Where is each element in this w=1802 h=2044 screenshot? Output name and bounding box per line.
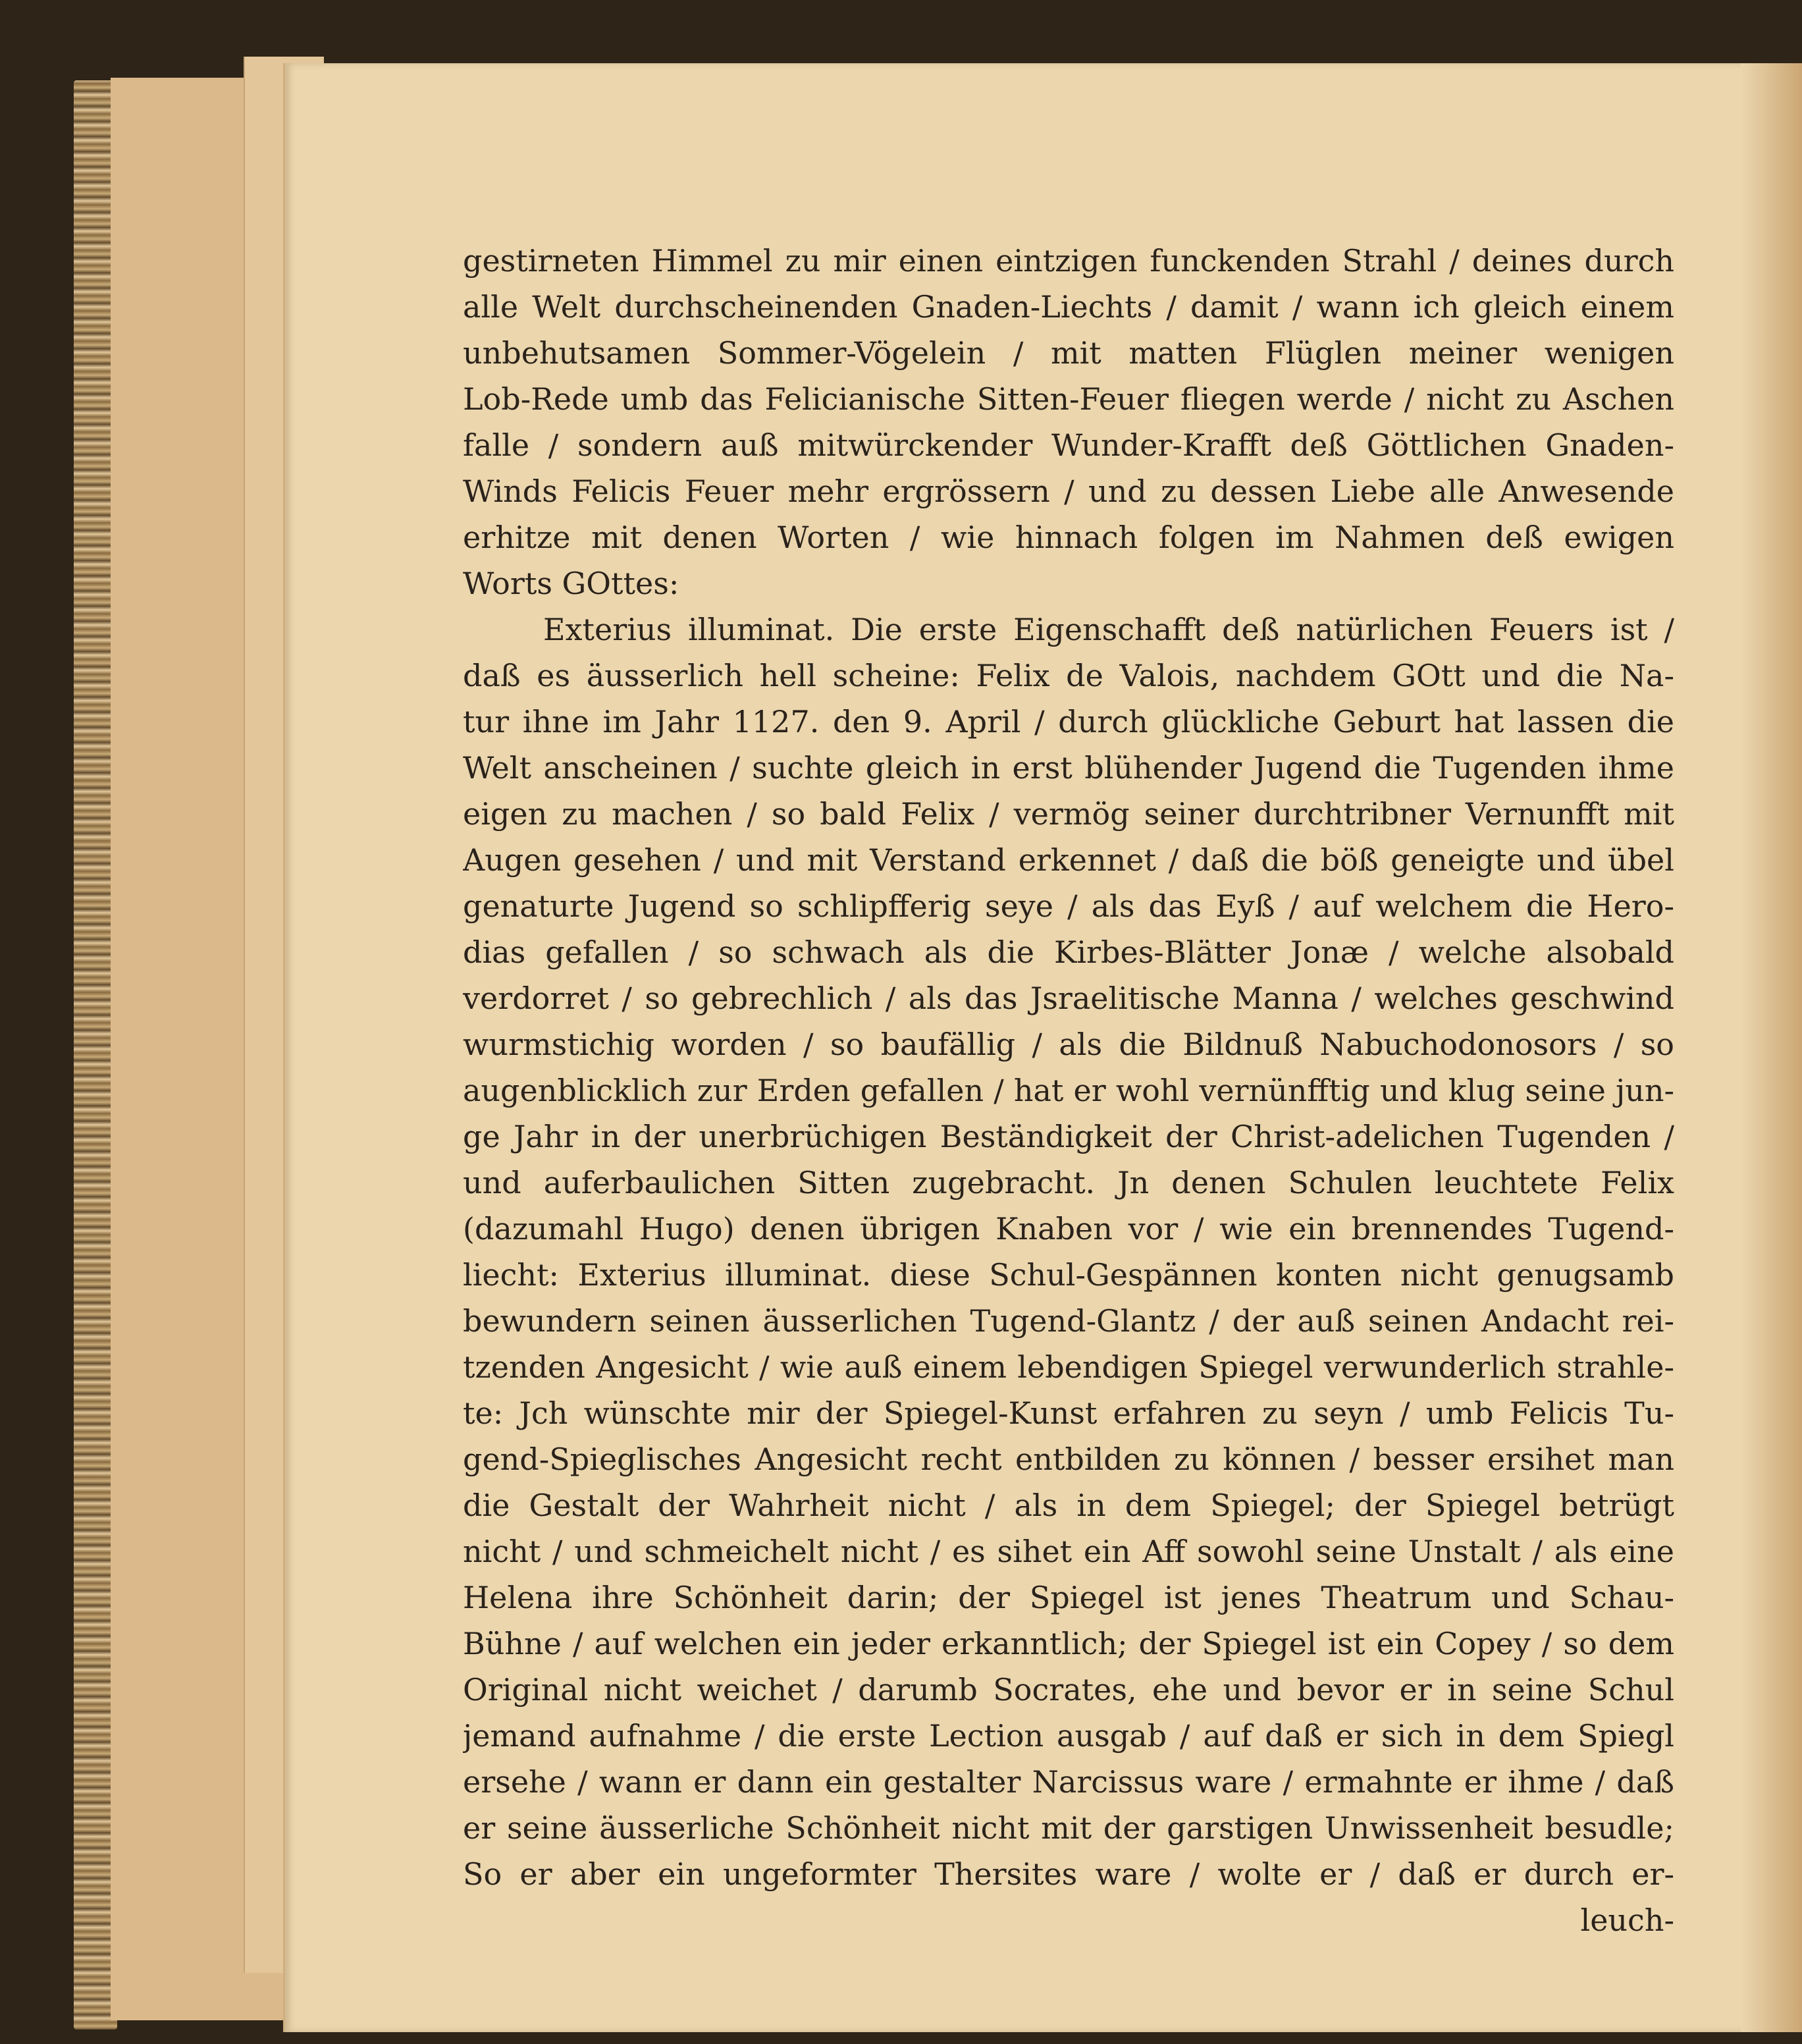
text-line: alle Welt durchscheinenden Gnaden-Liechts / damit / wann ich gleich einem [463, 289, 1674, 325]
text-line: die Gestalt der Wahrheit nicht / als in dem Spiegel; der Spiegel betrügt [463, 1488, 1674, 1523]
text-line: (dazumahl Hugo) denen übrigen Knaben vor / wie ein brennendes Tugend- [463, 1211, 1674, 1247]
text-line: Lob-Rede umb das Felicianische Sitten-Feuer fliegen werde / nicht zu Aschen [463, 381, 1674, 417]
text-line: Original nicht weichet / darumb Socrates, ehe und bevor er in seine Schul [463, 1672, 1674, 1708]
text-line: Welt anscheinen / suchte gleich in erst blühender Jugend die Tugenden ihme [463, 750, 1674, 786]
text-line: Bühne / auf welchen ein jeder erkanntlich; der Spiegel ist ein Copey / so dem [463, 1626, 1674, 1661]
page-text-block [463, 238, 1674, 1943]
text-line: Worts GOttes: [463, 566, 679, 601]
text-line: tur ihne im Jahr 1127. den 9. April / durch glückliche Geburt hat lassen die [463, 704, 1674, 740]
text-line: Helena ihre Schönheit darin; der Spiegel ist jenes Theatrum und Schau- [463, 1580, 1674, 1615]
text-line: falle / sondern auß mitwürckender Wunder-Krafft deß Göttlichen Gnaden- [463, 427, 1674, 463]
text-line: nicht / und schmeichelt nicht / es sihet ein Aff sowohl seine Unstalt / als eine [463, 1534, 1674, 1569]
page-gutter-shadow [1741, 63, 1802, 2032]
text-line: tzenden Angesicht / wie auß einem lebendigen Spiegel verwunderlich strahle- [463, 1349, 1674, 1385]
text-line: verdorret / so gebrechlich / als das Jsraelitische Manna / welches geschwind [463, 981, 1674, 1016]
text-line: jemand aufnahme / die erste Lection ausgab / auf daß er sich in dem Spiegl [463, 1718, 1674, 1754]
text-line: te: Jch wünschte mir der Spiegel-Kunst erfahren zu seyn / umb Felicis Tu- [463, 1395, 1674, 1431]
text-line: liecht: Exterius illuminat. diese Schul-Gespännen konten nicht genugsamb [463, 1257, 1674, 1293]
text-line: und auferbaulichen Sitten zugebracht. Jn denen Schulen leuchtete Felix [463, 1165, 1674, 1200]
text-line: wurmstichig worden / so baufällig / als die Bildnuß Nabuchodonosors / so [463, 1027, 1674, 1062]
text-line: ge Jahr in der unerbrüchigen Beständigkeit der Christ-adelichen Tugenden / [463, 1119, 1674, 1154]
text-line: daß es äusserlich hell scheine: Felix de Valois, nachdem GOtt und die Na- [463, 658, 1674, 693]
catchword: leuch- [1580, 1902, 1674, 1938]
paragraph-start-line: Exterius illuminat. Die erste Eigenschafft deß natürlichen Feuers ist / [543, 612, 1674, 647]
text-line: er seine äusserliche Schönheit nicht mit der garstigen Unwissenheit besudle; [463, 1810, 1674, 1846]
text-line: eigen zu machen / so bald Felix / vermög seiner durchtribner Vernunfft mit [463, 796, 1674, 832]
text-line: dias gefallen / so schwach als die Kirbes-Blätter Jonæ / welche alsobald [463, 934, 1674, 970]
text-line: gend-Spieglisches Angesicht recht entbilden zu können / besser ersihet man [463, 1441, 1674, 1477]
text-line: augenblicklich zur Erden gefallen / hat er wohl vernünfftig und klug seine jun- [463, 1073, 1674, 1108]
text-line: unbehutsamen Sommer-Vögelein / mit matten Flüglen meiner wenigen [463, 335, 1674, 371]
text-line: Augen gesehen / und mit Verstand erkennet / daß die böß geneigte und übel [463, 842, 1674, 878]
text-line: gestirneten Himmel zu mir einen eintzigen funckenden Strahl / deines durch [463, 243, 1674, 279]
text-line: ersehe / wann er dann ein gestalter Narcissus ware / ermahnte er ihme / daß [463, 1764, 1674, 1800]
text-line: erhitze mit denen Worten / wie hinnach folgen im Nahmen deß ewigen [463, 520, 1674, 555]
text-line: genaturte Jugend so schlipfferig seye / als das Eyß / auf welchem die Hero- [463, 888, 1674, 924]
text-line: Winds Felicis Feuer mehr ergrössern / und zu dessen Liebe alle Anwesende [463, 473, 1674, 509]
text-line: bewundern seinen äusserlichen Tugend-Glantz / der auß seinen Andacht rei- [463, 1303, 1674, 1339]
book-page [283, 63, 1802, 2032]
text-line: So er aber ein ungeformter Thersites ware / wolte er / daß er durch er- [463, 1856, 1674, 1892]
